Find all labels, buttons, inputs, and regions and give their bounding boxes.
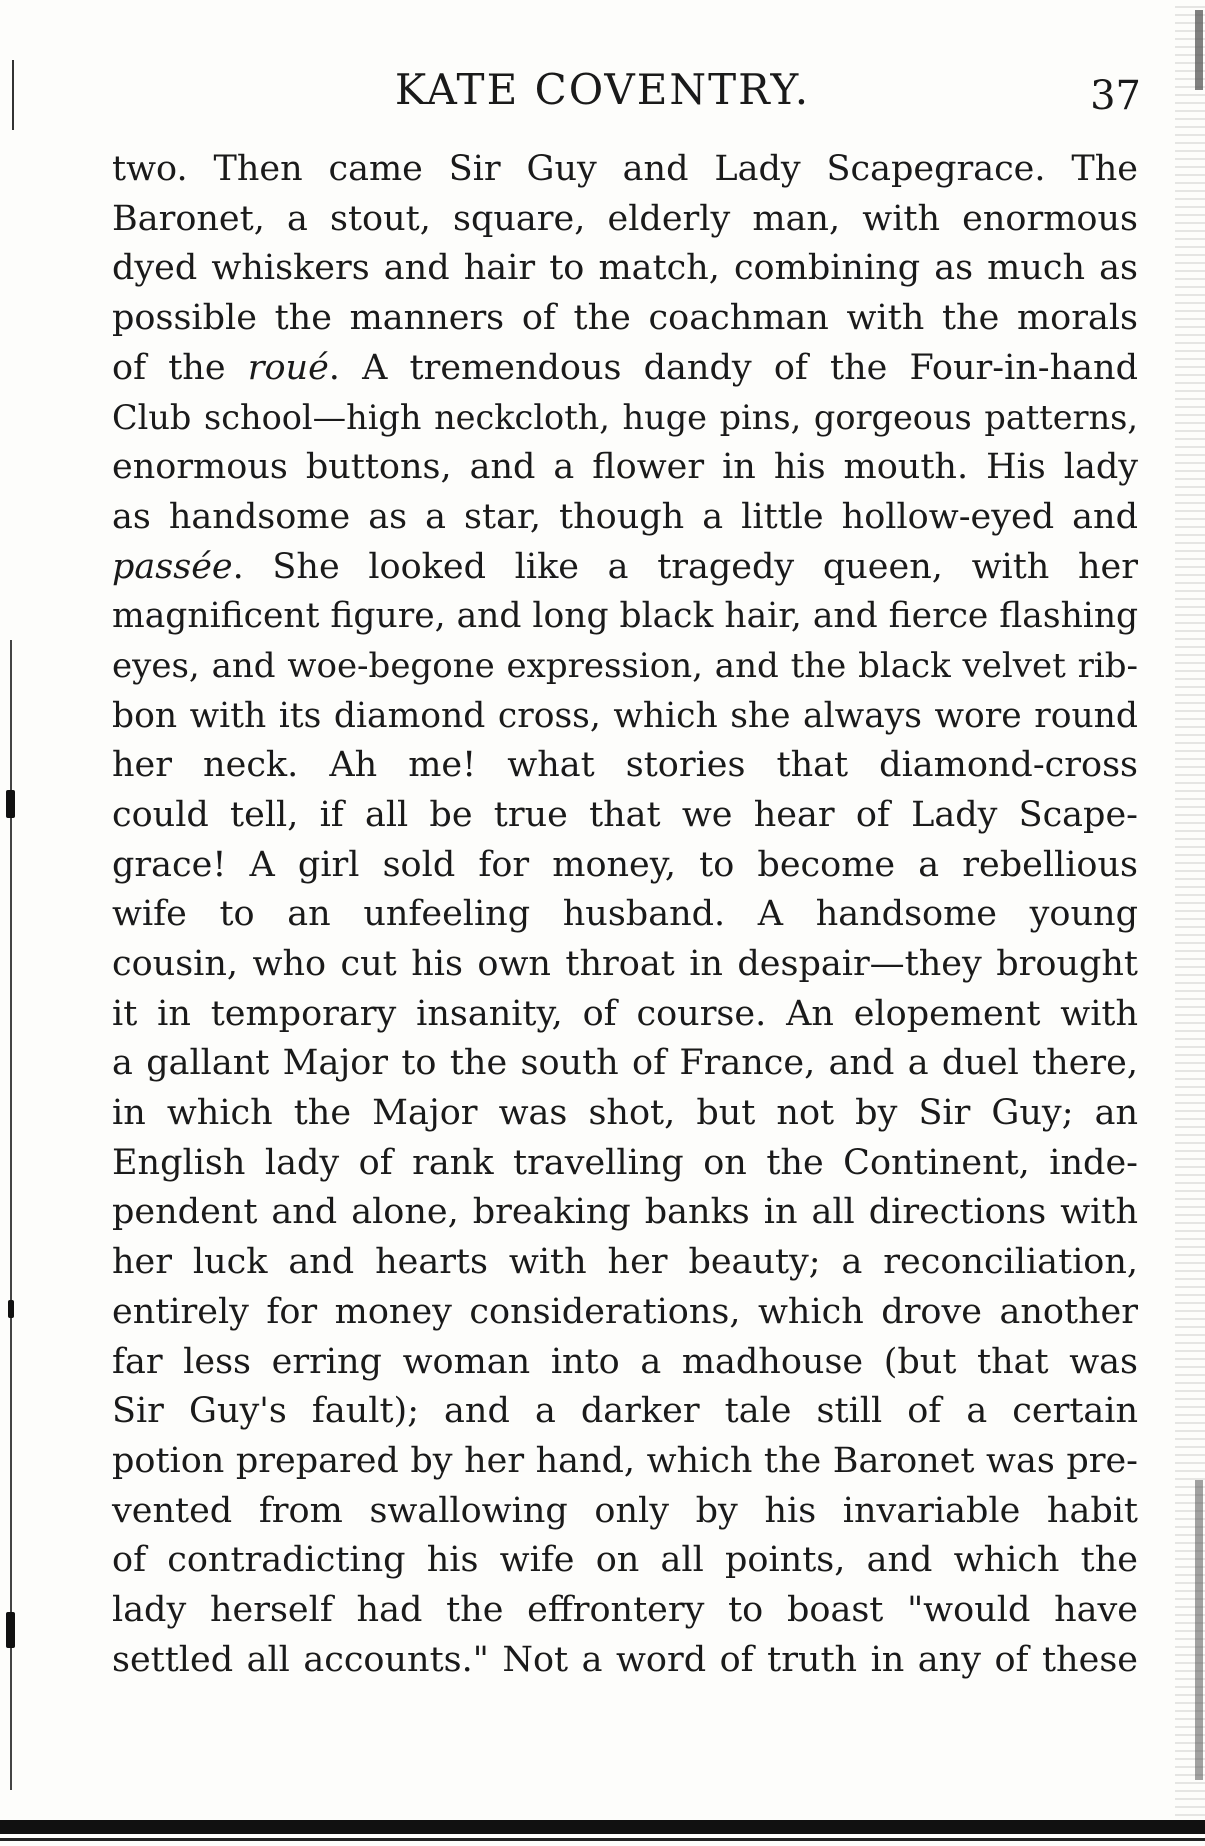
text-line: in which the Major was shot, but not by Sir Guy; an <box>112 1093 1138 1134</box>
text-line: her luck and hearts with her beauty; a reconciliation, <box>112 1242 1138 1283</box>
text-line: her neck. Ah me! what stories that diamond-cross <box>112 745 1138 786</box>
text-line: Sir Guy's fault); and a darker tale still of a certain <box>112 1391 1138 1432</box>
text-line: potion prepared by her hand, which the Baronet was pre- <box>112 1440 1138 1481</box>
text-line: vented from swallowing only by his invariable habit <box>112 1490 1138 1531</box>
text-line: magnificent figure, and long black hair, and fierce flashing <box>112 596 1139 637</box>
text-line: it in temporary insanity, of course. An elopement with <box>112 993 1138 1034</box>
binding-mark <box>6 1612 15 1648</box>
text-line: two. Then came Sir Guy and Lady Scapegrace. The <box>112 149 1138 189</box>
text-line: a gallant Major to the south of France, and a duel there, <box>112 1043 1138 1084</box>
body-text <box>112 145 1138 1685</box>
text-line: wife to an unfeeling husband. A handsome young <box>112 894 1138 935</box>
page-header <box>0 60 1205 120</box>
text-line: dyed whiskers and hair to match, combining as much as <box>112 248 1138 289</box>
text-line: Club school—high neckcloth, huge pins, gorgeous patterns, <box>112 398 1138 438</box>
text-line: grace! A girl sold for money, to become a rebellious <box>112 844 1138 885</box>
italic-word: passée <box>112 546 233 587</box>
text-line: eyes, and woe-begone expression, and the black velvet rib- <box>112 645 1138 686</box>
binding-mark <box>6 790 15 818</box>
text-line: of contradicting his wife on all points, and which the <box>112 1540 1138 1581</box>
text-line: as handsome as a star, though a little hollow-eyed and <box>112 496 1138 537</box>
text-line: pendent and alone, breaking banks in all directions with <box>112 1192 1138 1233</box>
text-line: cousin, who cut his own throat in despair—they brought <box>112 944 1138 984</box>
text-line: possible the manners of the coachman with the morals <box>112 298 1138 339</box>
text-line: English lady of rank travelling on the Continent, inde- <box>112 1142 1138 1183</box>
text-line: Baronet, a stout, square, elderly man, with enormous <box>112 198 1138 239</box>
text-line: could tell, if all be true that we hear of Lady Scape- <box>112 794 1138 835</box>
bottom-rule <box>0 1820 1205 1834</box>
italic-word: roué <box>247 347 329 388</box>
text-line: enormous buttons, and a flower in his mouth. His lady <box>112 447 1138 488</box>
bottom-rule-thin <box>0 1838 1205 1841</box>
text-line: of the roué. A tremendous dandy of the Four-in-hand <box>112 347 1138 388</box>
text-line: passée. She looked like a tragedy queen, with her <box>112 546 1138 587</box>
running-head: KATE COVENTRY. <box>394 65 811 114</box>
text-line: far less erring woman into a madhouse (but that was <box>112 1341 1138 1382</box>
text-line: lady herself had the effrontery to boast "would have <box>112 1589 1138 1630</box>
page-number: 37 <box>1090 73 1141 119</box>
text-line: entirely for money considerations, which drove another <box>112 1291 1138 1332</box>
page-edge-shadow <box>1195 1480 1203 1780</box>
text-line: bon with its diamond cross, which she always wore round <box>112 695 1138 736</box>
text-line: settled all accounts." Not a word of truth in any of these <box>112 1639 1138 1680</box>
binding-mark <box>8 1300 14 1318</box>
